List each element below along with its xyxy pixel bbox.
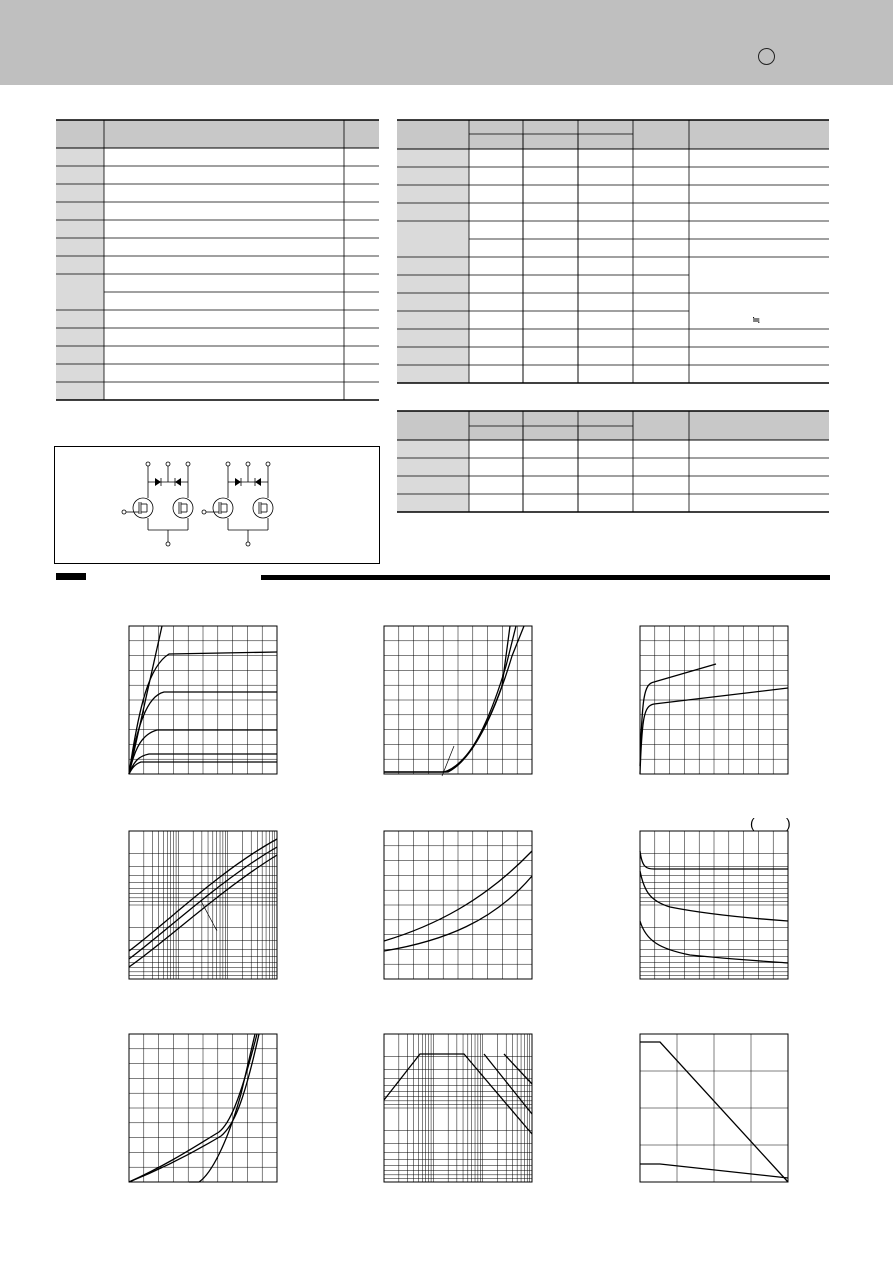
- graph-panel: [640, 831, 788, 979]
- terminal-icon: [226, 462, 230, 466]
- graph-panel: [384, 626, 532, 776]
- section-rule: [261, 575, 830, 580]
- terminal-icon: [166, 542, 170, 546]
- equivalent-circuit: [54, 446, 380, 564]
- circuit-block: [202, 462, 273, 546]
- terminal-icon: [266, 462, 270, 466]
- graph-panel: [129, 1034, 277, 1182]
- approx-equal-symbol: ≒: [752, 315, 761, 326]
- circuit-frame: [55, 447, 380, 564]
- thermal-header: [397, 411, 829, 440]
- mosfet-icon: [173, 498, 193, 518]
- graph-panel: [640, 626, 788, 774]
- diode-icon: [175, 478, 181, 486]
- terminal-icon: [246, 462, 250, 466]
- characteristic-graphs: [0, 600, 893, 1200]
- circuit-block: [122, 462, 193, 546]
- diode-icon: [235, 478, 241, 486]
- terminal-icon: [246, 542, 250, 546]
- abs-max-header: [56, 120, 379, 148]
- mosfet-icon: [133, 498, 153, 518]
- graph-panel: [129, 831, 277, 979]
- graph-panel: [129, 626, 277, 774]
- elec-header: [397, 120, 829, 149]
- graph-panel: [384, 1034, 532, 1182]
- paren-open-icon: (: [750, 815, 755, 831]
- terminal-icon: [166, 462, 170, 466]
- diode-icon: [155, 478, 161, 486]
- mosfet-icon: [253, 498, 273, 518]
- graph-panel: [384, 831, 532, 979]
- terminal-icon: [186, 462, 190, 466]
- diode-icon: [255, 478, 261, 486]
- paren-close-icon: ): [786, 815, 791, 831]
- section-heading-bar-left: [56, 573, 86, 580]
- graph-panel: [640, 1034, 788, 1182]
- elec-label-column: [397, 149, 469, 383]
- terminal-icon: [122, 510, 126, 514]
- terminal-icon: [146, 462, 150, 466]
- mosfet-icon: [213, 498, 233, 518]
- terminal-icon: [202, 510, 206, 514]
